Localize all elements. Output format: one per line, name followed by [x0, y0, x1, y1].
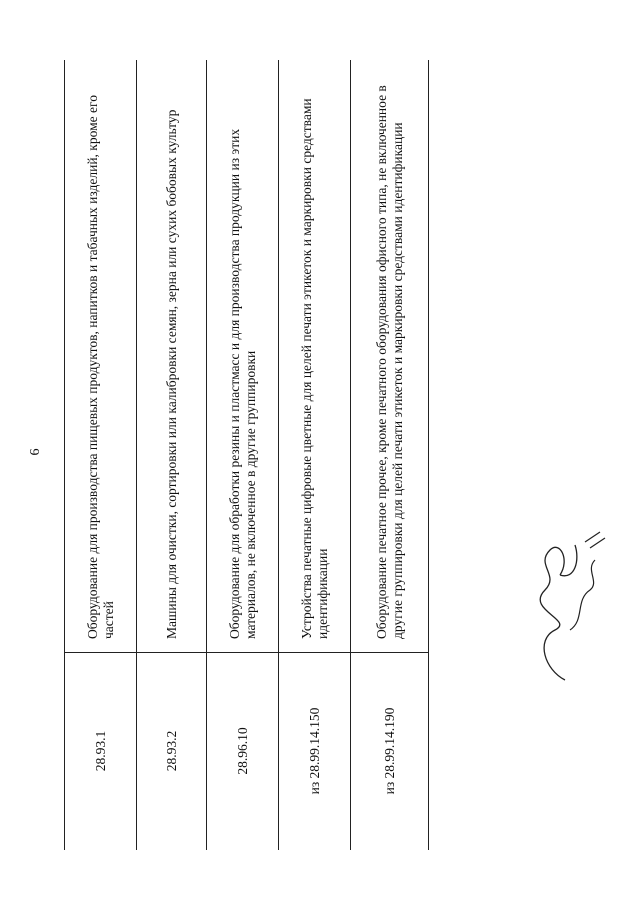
row-code: 28.93.1 [93, 730, 108, 772]
description-cell [279, 60, 351, 652]
table-row [64, 60, 137, 850]
row-description: Устройства печатные цифровые цветные для целей печати этикеток и маркировки средствами идентификации [299, 98, 330, 639]
code-cell [207, 652, 279, 850]
classification-table [64, 60, 428, 850]
row-description: Оборудование для обработки резины и пластмасс и для производства продукции из этих материалов, не включенное в другие группировки [227, 128, 258, 639]
description-cell [65, 60, 137, 652]
code-cell [137, 652, 207, 850]
row-description: Оборудование для производства пищевых продуктов, напитков и табачных изделий, кроме его частей [85, 95, 116, 639]
code-cell [65, 652, 137, 850]
description-cell [351, 60, 428, 652]
column-divider [64, 652, 428, 653]
description-cell [207, 60, 279, 652]
table-row [278, 60, 351, 850]
table-row [136, 60, 207, 850]
description-cell [137, 60, 207, 652]
table-row [206, 60, 279, 850]
row-code: 28.96.10 [235, 727, 250, 775]
row-code: из 28.99.14.150 [307, 707, 322, 795]
row-code: 28.93.2 [164, 730, 179, 772]
code-cell [351, 652, 428, 850]
row-description: Оборудование печатное прочее, кроме печатного оборудования офисного типа, не включенное в другие группировки для целей печати этикеток и маркировки средствами идентификации [373, 85, 405, 639]
table-row [350, 60, 429, 850]
row-code: из 28.99.14.190 [381, 707, 397, 795]
page-number: 6 [28, 448, 43, 456]
row-description: Машины для очистки, сортировки или калибровки семян, зерна или сухих бобовых культур [164, 109, 179, 639]
handwritten-signature [505, 520, 615, 690]
code-cell [279, 652, 351, 850]
